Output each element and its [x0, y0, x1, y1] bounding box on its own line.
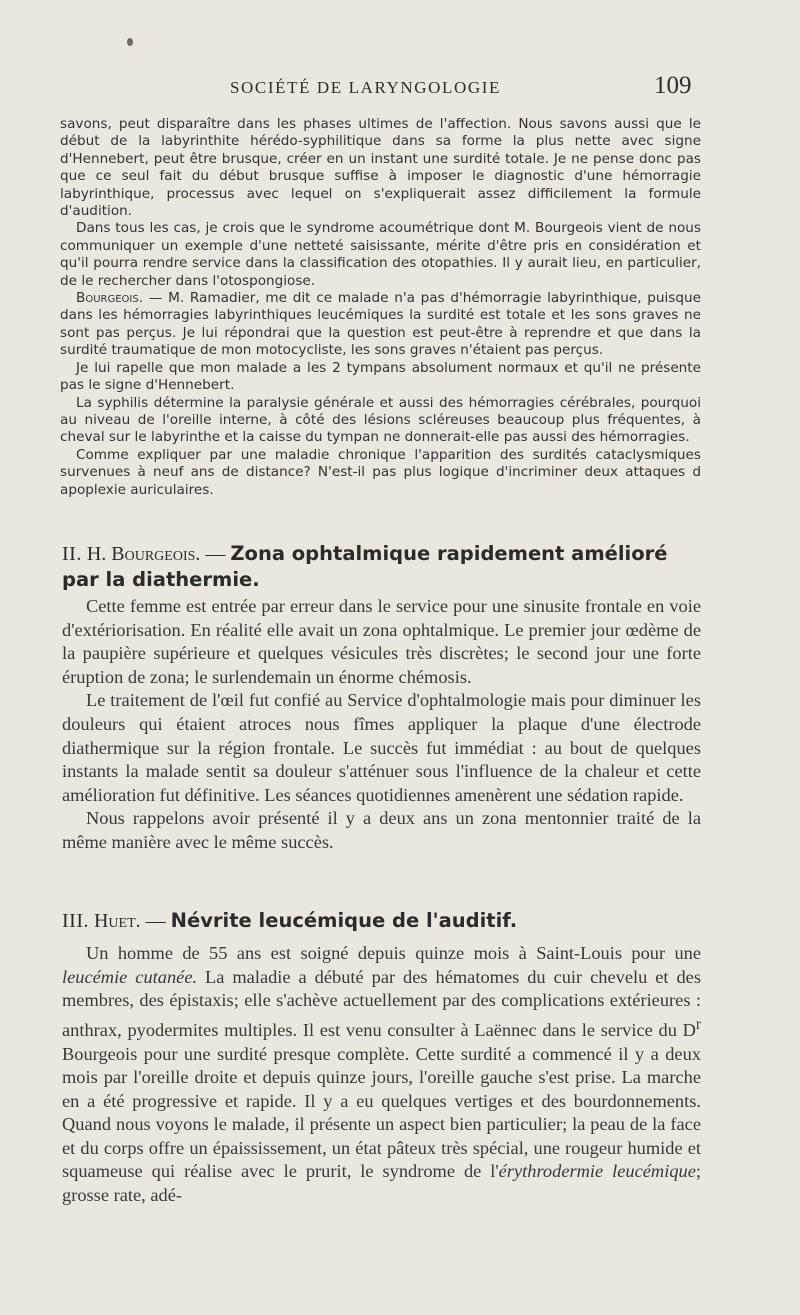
heading-dash: — [140, 910, 171, 932]
section-body [62, 942, 701, 1208]
speaker-text: — M. Ramadier, me dit ce malade n'a pas d'hémorragie labyrinthique, puisque dans les hémorragies labyrinthiques leucémiques la surdité est totale et les sons graves ne sont pas perçus. Je lui répondrai que la question est peut-être à reprendre et que dans la surdité traumatique de mon motocycliste, les sons graves n'étaient pas perçus. [60, 290, 701, 359]
text-run: La maladie a débuté par des hématomes du cuir chevelu et des membres, des épistaxis; elle s'achève actuellement par des complications extérieures : anthrax, pyodermites multiples. Il est venu consulter à Laënnec dans le service du D [62, 966, 701, 1040]
emphasis: leucémie cutanée. [62, 966, 198, 987]
section-title: Zona ophtalmique rapidement amélioré par la diathermie. [62, 542, 668, 591]
discussion-paragraph: La syphilis détermine la paralysie générale et aussi des hémorragies cérébrales, pourquoi au niveau de l'oreille interne, à côté des lésions scléreuses beaucoup plus fréquentes, à cheval sur le labyrinthe et la caisse du tympan ne donnerait-elle pas aussi des hémorragies. [60, 394, 701, 446]
author-name: Huet. [93, 910, 141, 932]
body-paragraph [62, 942, 701, 1208]
superscript: r [695, 1015, 701, 1033]
text-run: Bourgeois pour une surdité presque complète. Cette surdité a commencé il y a deux mois par l'oreille droite et depuis quinze jours, l'oreille gauche s'est prise. La marche en a été progressive et rapide. Il y a eu quelques vertiges et des bourdonnements. Quand nous voyons le malade, il présente un aspect bien particulier; la peau de la face et du corps offre un épaississement, un état pâteux très spécial, une rougeur humide et squameuse qui réalise avec le prurit, le syndrome de l' [62, 1043, 701, 1182]
ink-speck [127, 38, 133, 46]
heading-dash: — [200, 543, 231, 565]
discussion-paragraph: Comme expliquer par une maladie chronique l'apparition des surdités cataclysmiques survenues à neuf ans de distance? N'est-il pas plus logique d'incriminer deux attaques d apoplexie auriculaires. [60, 446, 701, 498]
text-run: ; grosse rate, adé- [62, 1161, 702, 1206]
section-number: II. [62, 543, 82, 565]
discussion-paragraph: Je lui rapelle que mon malade a les 2 tympans absolument normaux et qu'il ne présente pas le signe d'Hennebert. [60, 359, 701, 394]
body-paragraph: Cette femme est entrée par erreur dans le service pour une sinusite frontale en voie d'extériorisation. En réalité elle avait un zona ophtalmique. Le premier jour œdème de la paupière supérieure et quelques vésicules très discrètes; le second jour une forte éruption de zona; le surlendemain un énorme chémosis. [62, 596, 701, 687]
section-body [62, 595, 701, 855]
discussion-paragraph [60, 290, 701, 360]
discussion-block [60, 116, 701, 499]
section-heading [62, 541, 702, 593]
speaker-name: Bourgeois. [76, 290, 144, 307]
section-number: III. [62, 910, 89, 932]
section-title: Névrite leucémique de l'auditif. [170, 909, 518, 932]
discussion-paragraph: Dans tous les cas, je crois que le syndrome acoumétrique dont M. Bourgeois vient de nous communiquer un exemple d'une netteté saisissante, mérite d'être pris en considération et qu'il pourra rendre service dans la classification des otopathies. Il y aurait lieu, en particulier, de le rechercher dans l'otospongiose. [60, 220, 701, 289]
section-heading [62, 908, 702, 934]
emphasis: érythrodermie leucémique [498, 1161, 696, 1182]
author-initial: H. [86, 543, 107, 565]
discussion-paragraph: savons, peut disparaître dans les phases ultimes de l'affection. Nous savons aussi que le début de la labyrinthite hérédo-syphilitique dans sa forme la plus nette avec signe d'Hennebert, peut être brusque, créer en un instant une surdité totale. Je ne pense donc pas que ce seul fait du début brusque suffise à imposer le diagnostic d'une hémorragie labyrinthique, processus avec lequel on s'expliquerait assez difficilement la formule d'audition. [60, 116, 701, 220]
author-name: Bourgeois. [111, 543, 201, 565]
running-title: SOCIÉTÉ DE LARYNGOLOGIE [230, 78, 501, 97]
page-number: 109 [654, 72, 692, 99]
body-paragraph: Nous rappelons avoir présenté il y a deux ans un zona mentonnier traité de la même manière avec le même succès. [62, 808, 701, 852]
body-paragraph: Le traitement de l'œil fut confié au Service d'ophtalmologie mais pour diminuer les douleurs qui étaient atroces nous fîmes appliquer la plaque d'une électrode diathermique sur la région frontale. Le succès fut immédiat : au bout de quelques instants la malade sentit sa douleur s'atténuer sous l'influence de la chaleur et cette amélioration fut définitive. Les séances quotidiennes amenèrent une sédation rapide. [62, 690, 701, 805]
text-run: Un homme de 55 ans est soigné depuis quinze mois à Saint-Louis pour une [86, 943, 701, 963]
